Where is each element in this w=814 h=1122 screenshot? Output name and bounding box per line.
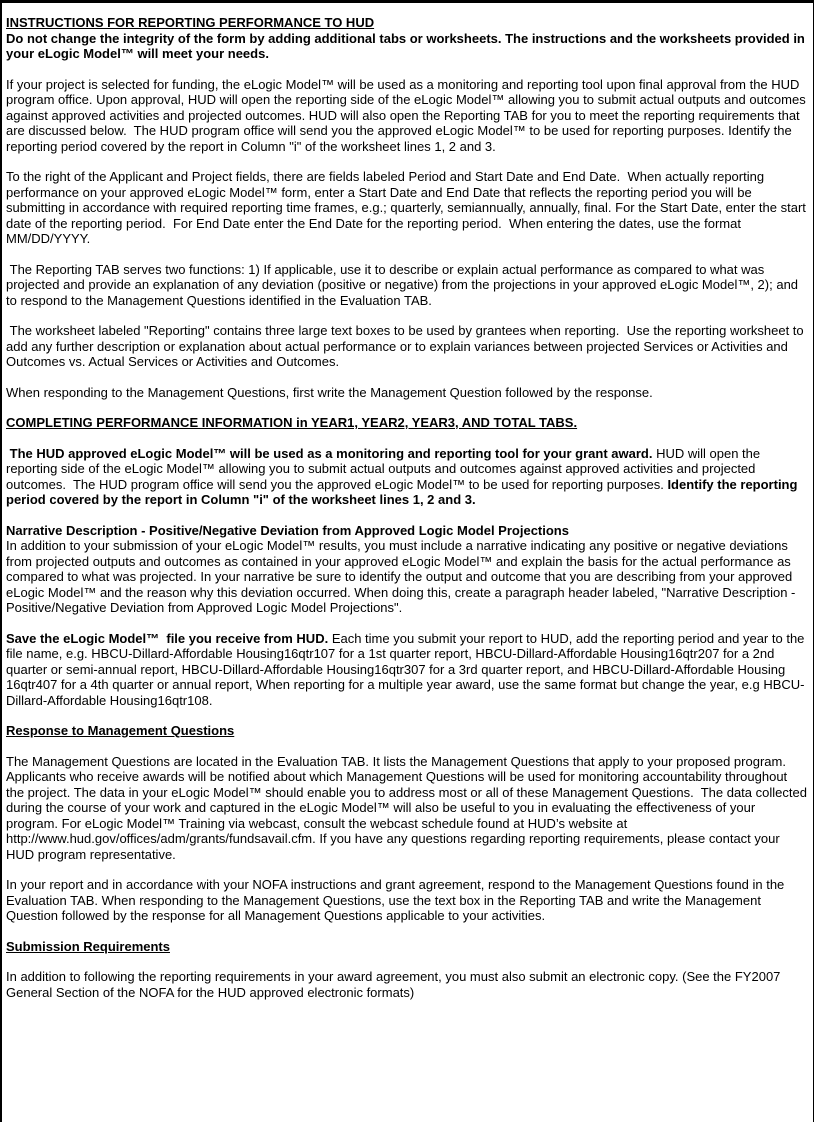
text-run: When responding to the Management Questions, first write the Management Question followed by the response. <box>6 384 653 400</box>
paragraph-narrative-description-body <box>6 538 807 616</box>
paragraph-responding-order <box>6 385 807 401</box>
text-run: The Reporting TAB serves two functions: 1) If applicable, use it to describe or explain actual performance as compared to what was projected and provide an explanation of any deviation (positive or negative) from the projections in your approved eLogic Model™, 2); and to respond to the Management Questions identified in the Evaluation TAB. <box>6 261 802 308</box>
document-body <box>6 15 811 1000</box>
subheading-narrative-description <box>6 523 807 539</box>
text-run: Narrative Description - Positive/Negative Deviation from Approved Logic Model Projections <box>6 522 569 538</box>
paragraph-period-dates <box>6 169 810 247</box>
text-run: Do not change the integrity of the form by adding additional tabs or worksheets. The instructions and the worksheets provided in your eLogic Model™ will meet your needs. <box>6 30 809 61</box>
text-run: HUD will open the reporting side of the eLogic Model™ allowing you to submit actual outputs and outcomes against approved activities and projected outcomes. The HUD program office will send you the approved eLogic Model™ to be used for reporting purposes. <box>6 445 764 492</box>
text-run: Each time you submit your report to HUD, add the reporting period and year to the file name, e.g. HBCU-Dillard-Affordable Housing16qtr107 for a 1st quarter report, HBCU-Dillard-Affordable Housing16qtr207 for a 2nd quarter or semi-annual report, HBCU-Dillard-Affordable Housing16qtr307 for a 3rd quarter report, and HBCU-Dillard-Affordable Housing 16qtr407 for a 4th quarter or annual report, When reporting for a multiple year award, use the same format but change the year, e.g HBCU-Dillard-Affordable Housing16qtr108. <box>6 630 809 708</box>
paragraph-funding-selected <box>6 76 810 155</box>
paragraph-nofa-instructions <box>6 877 807 924</box>
text-run: Submission Requirements <box>6 938 170 954</box>
text-run: To the right of the Applicant and Project fields, there are fields labeled Period and Start Date and End Date. When actually reporting performance on your approved eLogic Model™ form, enter a Start Date and End Date that reflects the reporting period you will be submitting in accordance with required reporting time frames, e.g.; quarterly, semiannually, annually, final. For the Start Date, enter the start date of the reporting period. For End Date enter the End Date for the reporting period. When entering the dates, use the format MM/DD/YYYY. <box>6 169 810 246</box>
text-run: Response to Management Questions <box>6 723 235 738</box>
paragraph-reporting-worksheet <box>6 323 807 370</box>
intro-paragraph <box>6 31 807 62</box>
text-run: INSTRUCTIONS FOR REPORTING PERFORMANCE TO HUD <box>6 15 375 30</box>
heading-completing-performance <box>6 415 807 431</box>
paragraph-electronic-copy <box>6 969 807 1000</box>
text-run: The HUD approved eLogic Model™ will be used as a monitoring and reporting tool for your grant award. <box>6 445 653 461</box>
paragraph-management-questions-location <box>6 753 811 863</box>
paragraph-hud-approved-model <box>6 446 807 508</box>
heading-response-management-questions <box>6 723 807 739</box>
text-run: In addition to following the reporting requirements in your award agreement, you must also submit an electronic copy. (See the FY2007 General Section of the NOFA for the HUD approved electronic formats) <box>6 969 785 1000</box>
text-run: The Management Questions are located in the Evaluation TAB. It lists the Management Questions that apply to your proposed program. Applicants who receive awards will be notified about which Management Questions will be used for monitoring accountability throughout the project. The data in your eLogic Model™ should enable you to address most or all of these Management Questions. The data collected during the course of your work and captured in the eLogic Model™ will also be useful to you in evaluating the effectiveness of your program. For eLogic Model™ Training via webcast, consult the webcast schedule found at HUD’s website at http://www.hud.gov/offices/adm/grants/fundsavail.cfm. If you have any questions regarding reporting requirements, please contact your HUD program representative. <box>6 753 811 862</box>
text-run: Save the eLogic Model™ file you receive from HUD. <box>6 630 329 646</box>
paragraph-save-file <box>6 631 807 709</box>
text-run: In your report and in accordance with your NOFA instructions and grant agreement, respond to the Management Questions found in the Evaluation TAB. When responding to the Management Questions, use the text box in the Reporting TAB and write the Management Question followed by the response for all Management Questions applicable to your activities. <box>6 877 788 923</box>
text-run: If your project is selected for funding, the eLogic Model™ will be used as a monitoring and reporting tool upon final approval from the HUD program office. Upon approval, HUD will open the reporting side of the eLogic Model™ allowing you to submit actual outputs and outcomes against approved activities and projected outcomes. HUD will also open the Reporting TAB for you to meet the reporting requirements that are discussed below. The HUD program office will send you the approved eLogic Model™ to be used for reporting purposes. Identify the reporting period covered by the report in Column "i" of the worksheet lines 1, 2 and 3. <box>6 76 810 154</box>
document-title <box>6 15 807 31</box>
heading-submission-requirements <box>6 939 807 955</box>
text-run: In addition to your submission of your eLogic Model™ results, you must include a narrative indicating any positive or negative deviations from projected outputs and outcomes as contained in your approved eLogic Model™ and explain the basis for the actual performance as compared to what was projected. In your narrative be sure to identify the output and outcome that you are describing from your approved eLogic Model™ and the reason why this deviation occurred. When doing this, create a paragraph header labeled, "Narrative Description - Positive/Negative Deviation from Approved Logic Model Projections". <box>6 538 800 615</box>
paragraph-reporting-tab-functions <box>6 262 807 309</box>
text-run: COMPLETING PERFORMANCE INFORMATION in YEAR1, YEAR2, YEAR3, AND TOTAL TABS. <box>6 415 578 430</box>
text-run: Identify the reporting period covered by the report in Column "i" of the worksheet lines 1, 2 and 3. <box>6 476 802 507</box>
text-run: The worksheet labeled "Reporting" contains three large text boxes to be used by grantees when reporting. Use the reporting worksheet to add any further description or explanation about actual performance or to explain variances between projected Services or Activities and Outcomes vs. Actual Services or Activities and Outcomes. <box>6 323 808 369</box>
